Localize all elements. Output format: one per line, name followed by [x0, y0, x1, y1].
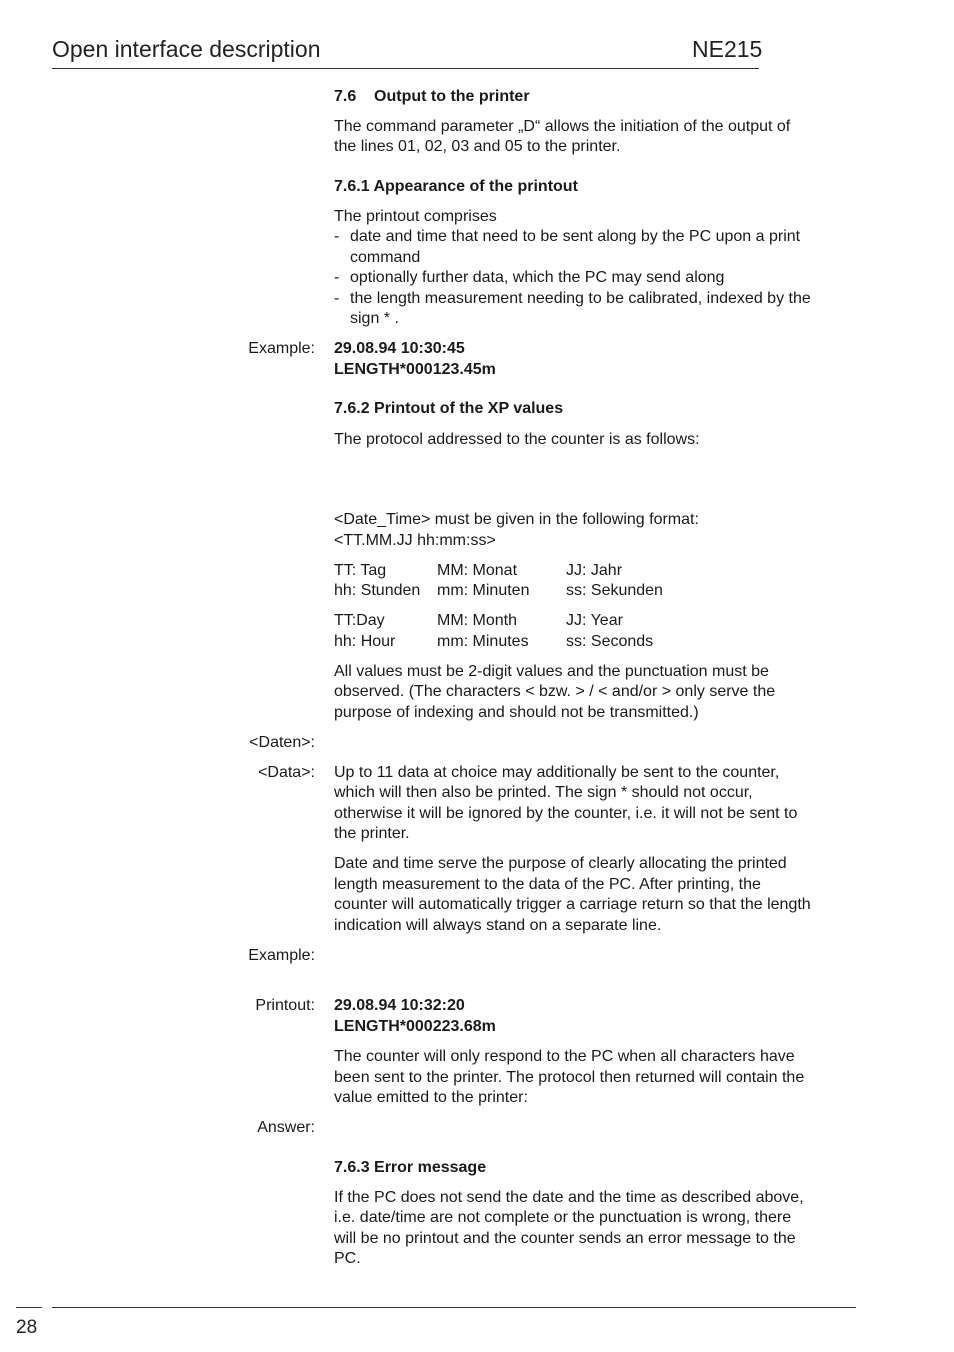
paragraph-line: length measurement to the data of the PC. After printing, the	[334, 876, 761, 893]
paragraph-line: purpose of indexing and should not be transmitted.)	[334, 704, 699, 721]
paragraph-line: i.e. date/time are not complete or the punctuation is wrong, there	[334, 1209, 792, 1226]
format-cell: ss: Sekunden	[566, 582, 663, 599]
section-heading-7-6: 7.6 Output to the printer	[334, 88, 530, 105]
bullet-text: sign * .	[350, 310, 399, 327]
format-cell: MM: Month	[437, 612, 518, 629]
paragraph-line: If the PC does not send the date and the time as described above,	[334, 1189, 804, 1206]
section-heading-7-6-2: 7.6.2 Printout of the XP values	[334, 400, 564, 417]
header-title: Open interface description	[52, 36, 321, 62]
paragraph-line: the printer.	[334, 825, 410, 842]
paragraph-line: will be no printout and the counter sends an error message to the	[334, 1230, 796, 1247]
bullet-dash: -	[334, 228, 340, 245]
paragraph-line: The command parameter „D“ allows the initiation of the output of	[334, 118, 791, 135]
format-cell: hh: Stunden	[334, 582, 421, 599]
format-cell: MM: Monat	[437, 562, 518, 579]
bullet-text: optionally further data, which the PC may send along	[350, 269, 725, 286]
data-label: <Data>:	[258, 764, 315, 781]
paragraph-line: The printout comprises	[334, 208, 497, 225]
page-number: 28	[16, 1317, 38, 1338]
paragraph-line: <TT.MM.JJ hh:mm:ss>	[334, 532, 496, 549]
format-cell: mm: Minutes	[437, 633, 529, 650]
paragraph-line: Date and time serve the purpose of clearly allocating the printed	[334, 855, 787, 872]
bullet-text: command	[350, 249, 421, 266]
format-cell: hh: Hour	[334, 633, 396, 650]
paragraph-line: otherwise it will be ignored by the counter, i.e. it will not be sent to	[334, 805, 798, 822]
paragraph-line: The protocol addressed to the counter is as follows:	[334, 431, 700, 448]
section-heading-7-6-3: 7.6.3 Error message	[334, 1159, 487, 1176]
printout-line: LENGTH*000223.68m	[334, 1018, 496, 1035]
format-cell: JJ: Year	[566, 612, 623, 629]
format-cell: ss: Seconds	[566, 633, 654, 650]
bullet-dash: -	[334, 269, 340, 286]
format-cell: mm: Minuten	[437, 582, 530, 599]
paragraph-line: which will then also be printed. The sign * should not occur,	[334, 784, 753, 801]
header-model: NE215	[692, 36, 763, 62]
format-cell: TT: Tag	[334, 562, 387, 579]
paragraph-line: value emitted to the printer:	[334, 1089, 528, 1106]
example-label: Example:	[248, 947, 315, 964]
section-heading-7-6-1: 7.6.1 Appearance of the printout	[334, 178, 578, 195]
paragraph-line: Up to 11 data at choice may additionally be sent to the counter,	[334, 764, 780, 781]
paragraph-line: <Date_Time> must be given in the following format:	[334, 511, 699, 528]
example-line: LENGTH*000123.45m	[334, 361, 496, 378]
header-divider	[52, 68, 759, 69]
example-line: 29.08.94 10:30:45	[334, 340, 465, 357]
bullet-text: date and time that need to be sent along by the PC upon a print	[350, 228, 801, 245]
format-cell: TT:Day	[334, 612, 385, 629]
printout-line: 29.08.94 10:32:20	[334, 997, 465, 1014]
format-cell: JJ: Jahr	[566, 562, 623, 579]
answer-label: Answer:	[257, 1119, 315, 1136]
paragraph-line: All values must be 2-digit values and the punctuation must be	[334, 663, 769, 680]
paragraph-line: indication will always stand on a separate line.	[334, 917, 662, 934]
paragraph-line: counter will automatically trigger a carriage return so that the length	[334, 896, 811, 913]
daten-label: <Daten>:	[249, 734, 315, 751]
paragraph-line: PC.	[334, 1250, 361, 1267]
paragraph-line: The counter will only respond to the PC when all characters have	[334, 1048, 795, 1065]
paragraph-line: been sent to the printer. The protocol then returned will contain the	[334, 1069, 805, 1086]
example-label: Example:	[248, 340, 315, 357]
footer-divider	[16, 1307, 42, 1308]
footer-divider	[52, 1307, 856, 1308]
printout-label: Printout:	[255, 997, 315, 1014]
paragraph-line: the lines 01, 02, 03 and 05 to the printer.	[334, 138, 621, 155]
bullet-text: the length measurement needing to be calibrated, indexed by the	[350, 290, 811, 307]
paragraph-line: observed. (The characters < bzw. > / < and/or > only serve the	[334, 683, 776, 700]
bullet-dash: -	[334, 290, 340, 307]
